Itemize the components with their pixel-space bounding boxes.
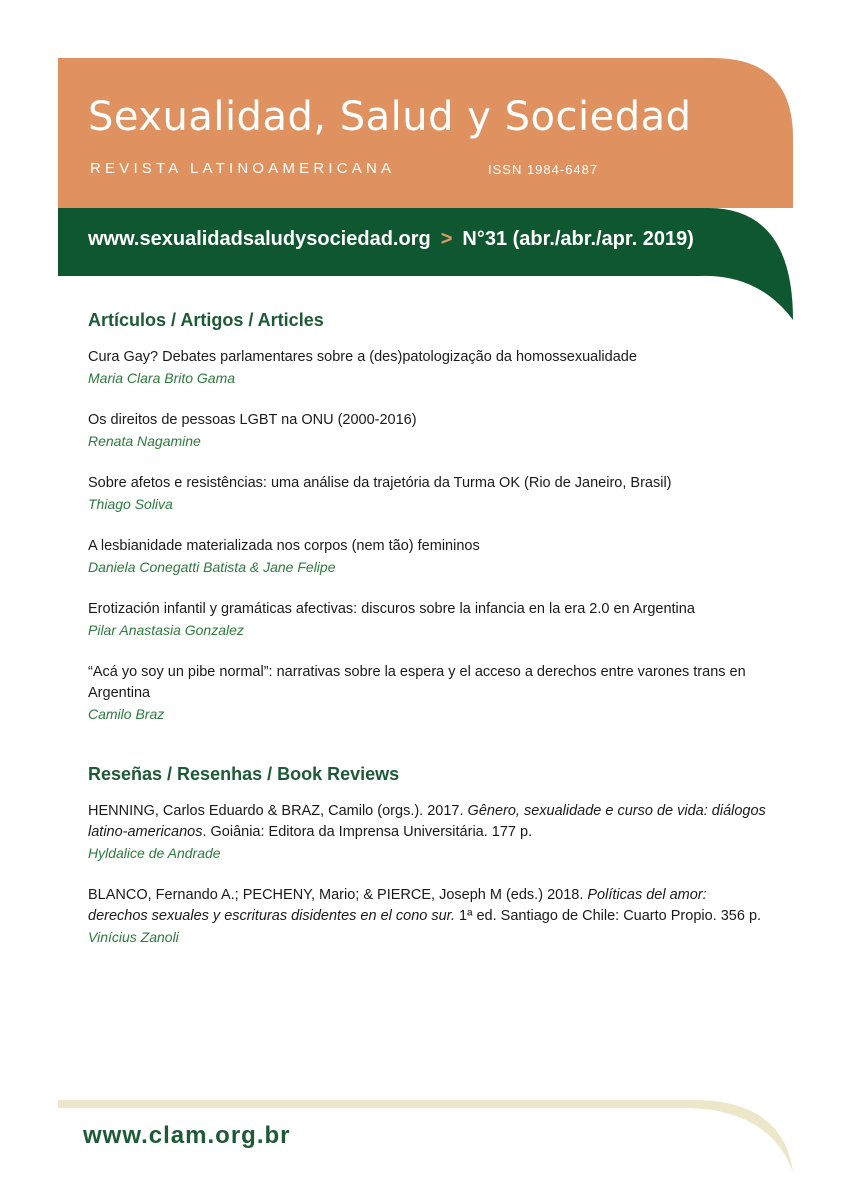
article-item[interactable] xyxy=(88,536,768,577)
article-title[interactable]: “Acá yo soy un pibe normal”: narrativas sobre la espera y el acceso a derechos entre varones trans en Argentina xyxy=(88,664,746,701)
journal-subtitle: REVISTA LATINOAMERICANA xyxy=(90,160,396,177)
article-title[interactable]: Cura Gay? Debates parlamentares sobre a (des)patologização da homossexualidade xyxy=(88,349,637,365)
issue-line xyxy=(88,228,694,251)
article-title[interactable]: A lesbianidade materializada nos corpos (nem tão) femininos xyxy=(88,538,480,554)
article-item[interactable] xyxy=(88,347,768,388)
review-author: Hyldalice de Andrade xyxy=(88,845,221,861)
article-author: Maria Clara Brito Gama xyxy=(88,370,236,386)
reviews-section xyxy=(88,764,768,947)
article-author: Pilar Anastasia Gonzalez xyxy=(88,622,244,638)
article-item[interactable] xyxy=(88,662,768,724)
article-author: Daniela Conegatti Batista & Jane Felipe xyxy=(88,559,336,575)
articles-heading: Artículos / Artigos / Articles xyxy=(88,310,324,330)
article-item[interactable] xyxy=(88,473,768,514)
citation-prefix: HENNING, Carlos Eduardo & BRAZ, Camilo (orgs.). 2017. xyxy=(88,803,468,819)
article-author: Camilo Braz xyxy=(88,706,165,722)
article-author: Renata Nagamine xyxy=(88,433,201,449)
article-title[interactable]: Os direitos de pessoas LGBT na ONU (2000-2016) xyxy=(88,412,417,428)
reviews-list xyxy=(88,801,768,947)
journal-title: Sexualidad, Salud y Sociedad xyxy=(88,94,692,140)
review-citation[interactable] xyxy=(88,885,768,927)
citation-book-title: Políticas del amor: derechos sexuales y escrituras disidentes en el cono sur. xyxy=(88,887,707,924)
article-item[interactable] xyxy=(88,599,768,640)
review-item[interactable] xyxy=(88,801,768,863)
article-title[interactable]: Sobre afetos e resistências: uma análise da trajetória da Turma OK (Rio de Janeiro, Brasil) xyxy=(88,475,672,491)
citation-prefix: BLANCO, Fernando A.; PECHENY, Mario; & PIERCE, Joseph M (eds.) 2018. xyxy=(88,887,588,903)
article-item[interactable] xyxy=(88,410,768,451)
review-item[interactable] xyxy=(88,885,768,947)
review-citation[interactable] xyxy=(88,801,768,843)
issn-label: ISSN 1984-6487 xyxy=(488,162,599,177)
article-title[interactable]: Erotización infantil y gramáticas afectivas: discuros sobre la infancia en la era 2.0 en Argentina xyxy=(88,601,695,617)
citation-book-title: Gênero, sexualidade e curso de vida: diálogos latino-americanos xyxy=(88,803,766,840)
articles-list xyxy=(88,347,768,724)
citation-suffix: 1ª ed. Santiago de Chile: Cuarto Propio. 356 p. xyxy=(455,908,762,924)
reviews-heading: Reseñas / Resenhas / Book Reviews xyxy=(88,764,400,784)
issue-number: N°31 (abr./abr./apr. 2019) xyxy=(462,228,694,250)
citation-suffix: . Goiânia: Editora da Imprensa Universitária. 177 p. xyxy=(202,824,533,840)
article-author: Thiago Soliva xyxy=(88,496,173,512)
separator-arrow: > xyxy=(440,228,453,250)
website-link[interactable]: www.sexualidadsaludysociedad.org xyxy=(88,228,431,250)
footer-website-link[interactable]: www.clam.org.br xyxy=(83,1122,291,1149)
review-author: Vinícius Zanoli xyxy=(88,929,179,945)
table-of-contents xyxy=(88,310,768,969)
